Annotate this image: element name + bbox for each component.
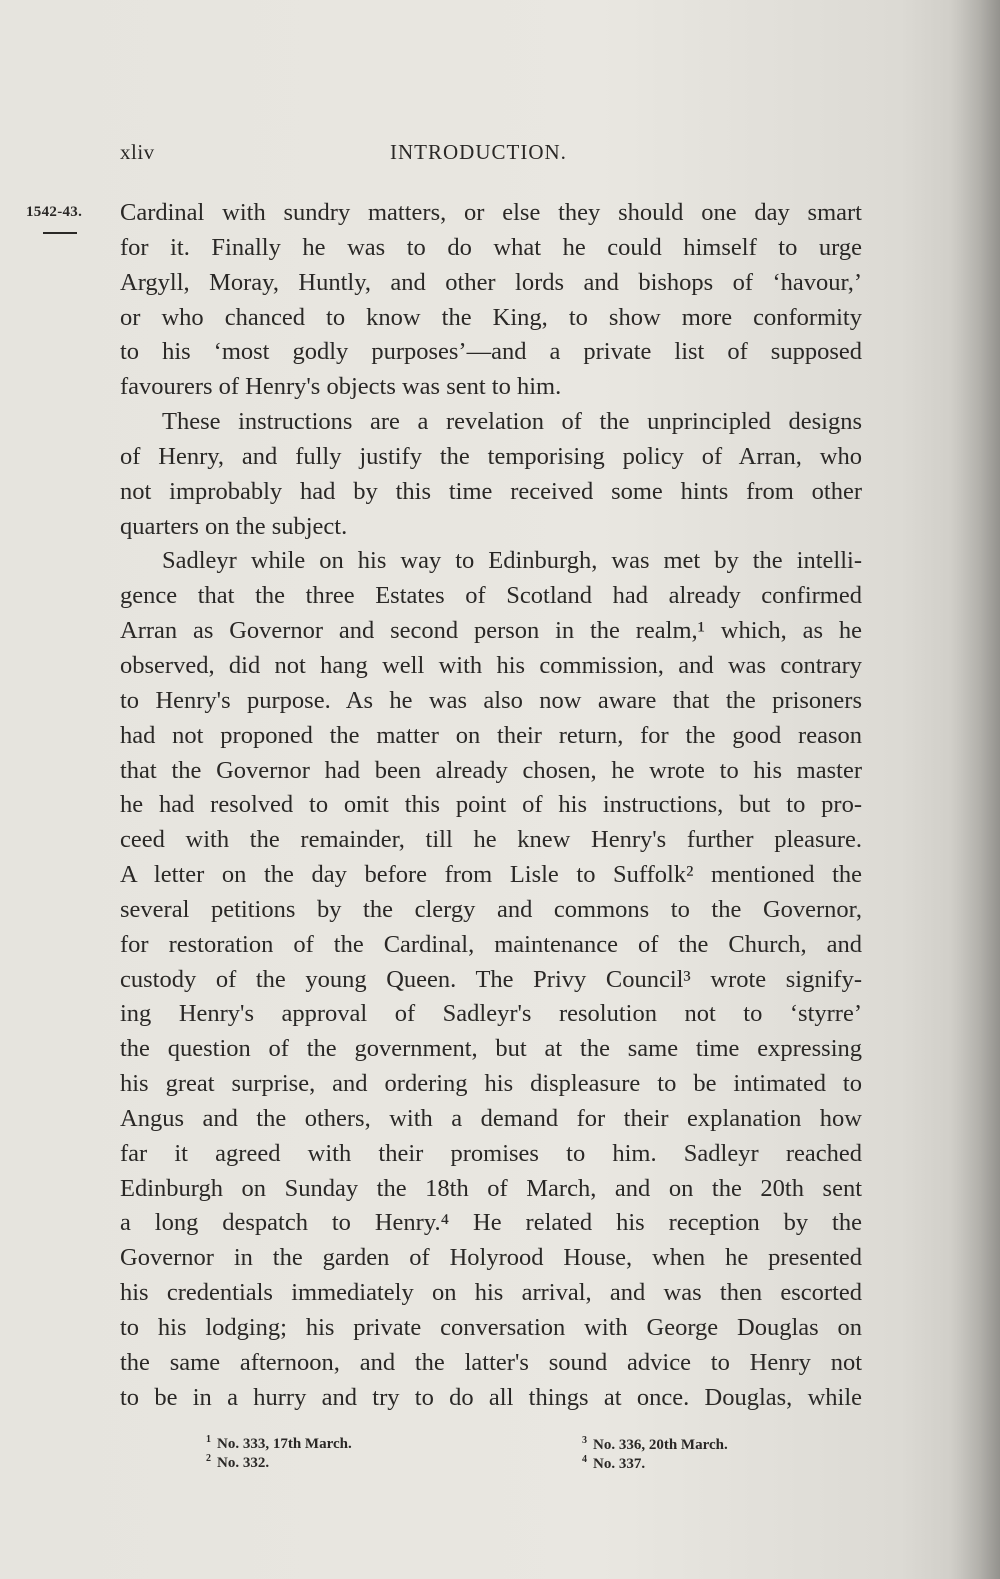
footnote-text: No. 336, 20th March. xyxy=(593,1437,728,1453)
text-line: ing Henry's approval of Sadleyr's resolution not to ‘styrre’ xyxy=(120,1000,862,1028)
text-line: favourers of Henry's objects was sent to him. xyxy=(120,373,562,401)
text-line: his credentials immediately on his arrival, and was then escorted xyxy=(120,1279,862,1307)
footnote xyxy=(582,1435,728,1454)
text-line: that the Governor had been already chosen, he wrote to his master xyxy=(120,756,862,784)
footnote xyxy=(206,1453,269,1472)
margin-date-note: 1542-43. xyxy=(26,204,83,220)
text-line: the same afternoon, and the latter's sound advice to Henry not xyxy=(120,1348,862,1376)
page-number: xliv xyxy=(120,140,155,164)
text-line: to his ‘most godly purposes’—and a private list of supposed xyxy=(120,338,862,366)
footnote-text: No. 333, 17th March. xyxy=(217,1436,352,1452)
text-line: Arran as Governor and second person in the realm,¹ which, as he xyxy=(120,617,862,645)
text-line: observed, did not hang well with his commission, and was contrary xyxy=(120,651,862,679)
text-line: for it. Finally he was to do what he could himself to urge xyxy=(120,233,862,261)
footnote xyxy=(206,1434,352,1453)
text-line: he had resolved to omit this point of his instructions, but to pro- xyxy=(120,791,862,819)
text-line: of Henry, and fully justify the temporising policy of Arran, who xyxy=(120,442,862,470)
text-line: his great surprise, and ordering his displeasure to be intimated to xyxy=(120,1070,862,1098)
text-line: the question of the government, but at the same time expressing xyxy=(120,1035,862,1063)
text-line: custody of the young Queen. The Privy Council³ wrote signify- xyxy=(120,965,862,993)
text-line: to be in a hurry and try to do all things at once. Douglas, while xyxy=(120,1383,862,1411)
page-header xyxy=(0,140,1000,170)
footnote xyxy=(582,1454,645,1473)
text-line: not improbably had by this time received some hints from other xyxy=(120,477,862,505)
footnote-number: 3 xyxy=(582,1435,587,1446)
text-line: Sadleyr while on his way to Edinburgh, was met by the intelli- xyxy=(162,547,862,575)
text-line: ceed with the remainder, till he knew Henry's further pleasure. xyxy=(120,826,862,854)
text-line: A letter on the day before from Lisle to Suffolk² mentioned the xyxy=(120,861,862,889)
body-text xyxy=(120,196,862,1416)
text-line: to Henry's purpose. As he was also now aware that the prisoners xyxy=(120,686,862,714)
footnote-text: No. 337. xyxy=(593,1456,646,1472)
text-line: or who chanced to know the King, to show more conformity xyxy=(120,303,862,331)
text-line: Angus and the others, with a demand for their explanation how xyxy=(120,1104,862,1132)
text-line: far it agreed with their promises to him. Sadleyr reached xyxy=(120,1139,862,1167)
text-line: Governor in the garden of Holyrood House, when he presented xyxy=(120,1244,862,1272)
text-line: Cardinal with sundry matters, or else they should one day smart xyxy=(120,199,862,226)
footnote-number: 2 xyxy=(206,1453,211,1464)
footnote-text: No. 332. xyxy=(217,1455,270,1471)
text-line: Argyll, Moray, Huntly, and other lords and bishops of ‘havour,’ xyxy=(120,268,862,296)
text-line: had not proponed the matter on their return, for the good reason xyxy=(120,721,862,749)
text-line: quarters on the subject. xyxy=(120,512,348,540)
footnote-number: 1 xyxy=(206,1434,211,1445)
text-line: Edinburgh on Sunday the 18th of March, and on the 20th sent xyxy=(120,1174,862,1202)
footnotes xyxy=(0,1434,1000,1494)
text-line: a long despatch to Henry.⁴ He related his reception by the xyxy=(120,1209,862,1237)
text-line: These instructions are a revelation of the unprincipled designs xyxy=(162,408,862,436)
text-line: for restoration of the Cardinal, maintenance of the Church, and xyxy=(120,930,862,958)
text-line: to his lodging; his private conversation with George Douglas on xyxy=(120,1314,862,1341)
text-line: gence that the three Estates of Scotland had already confirmed xyxy=(120,582,862,610)
margin-rule xyxy=(43,232,77,234)
text-line: several petitions by the clergy and commons to the Governor, xyxy=(120,895,862,923)
page-edge-shadow xyxy=(950,0,1000,1579)
running-head: INTRODUCTION. xyxy=(390,140,567,164)
footnote-number: 4 xyxy=(582,1454,587,1465)
